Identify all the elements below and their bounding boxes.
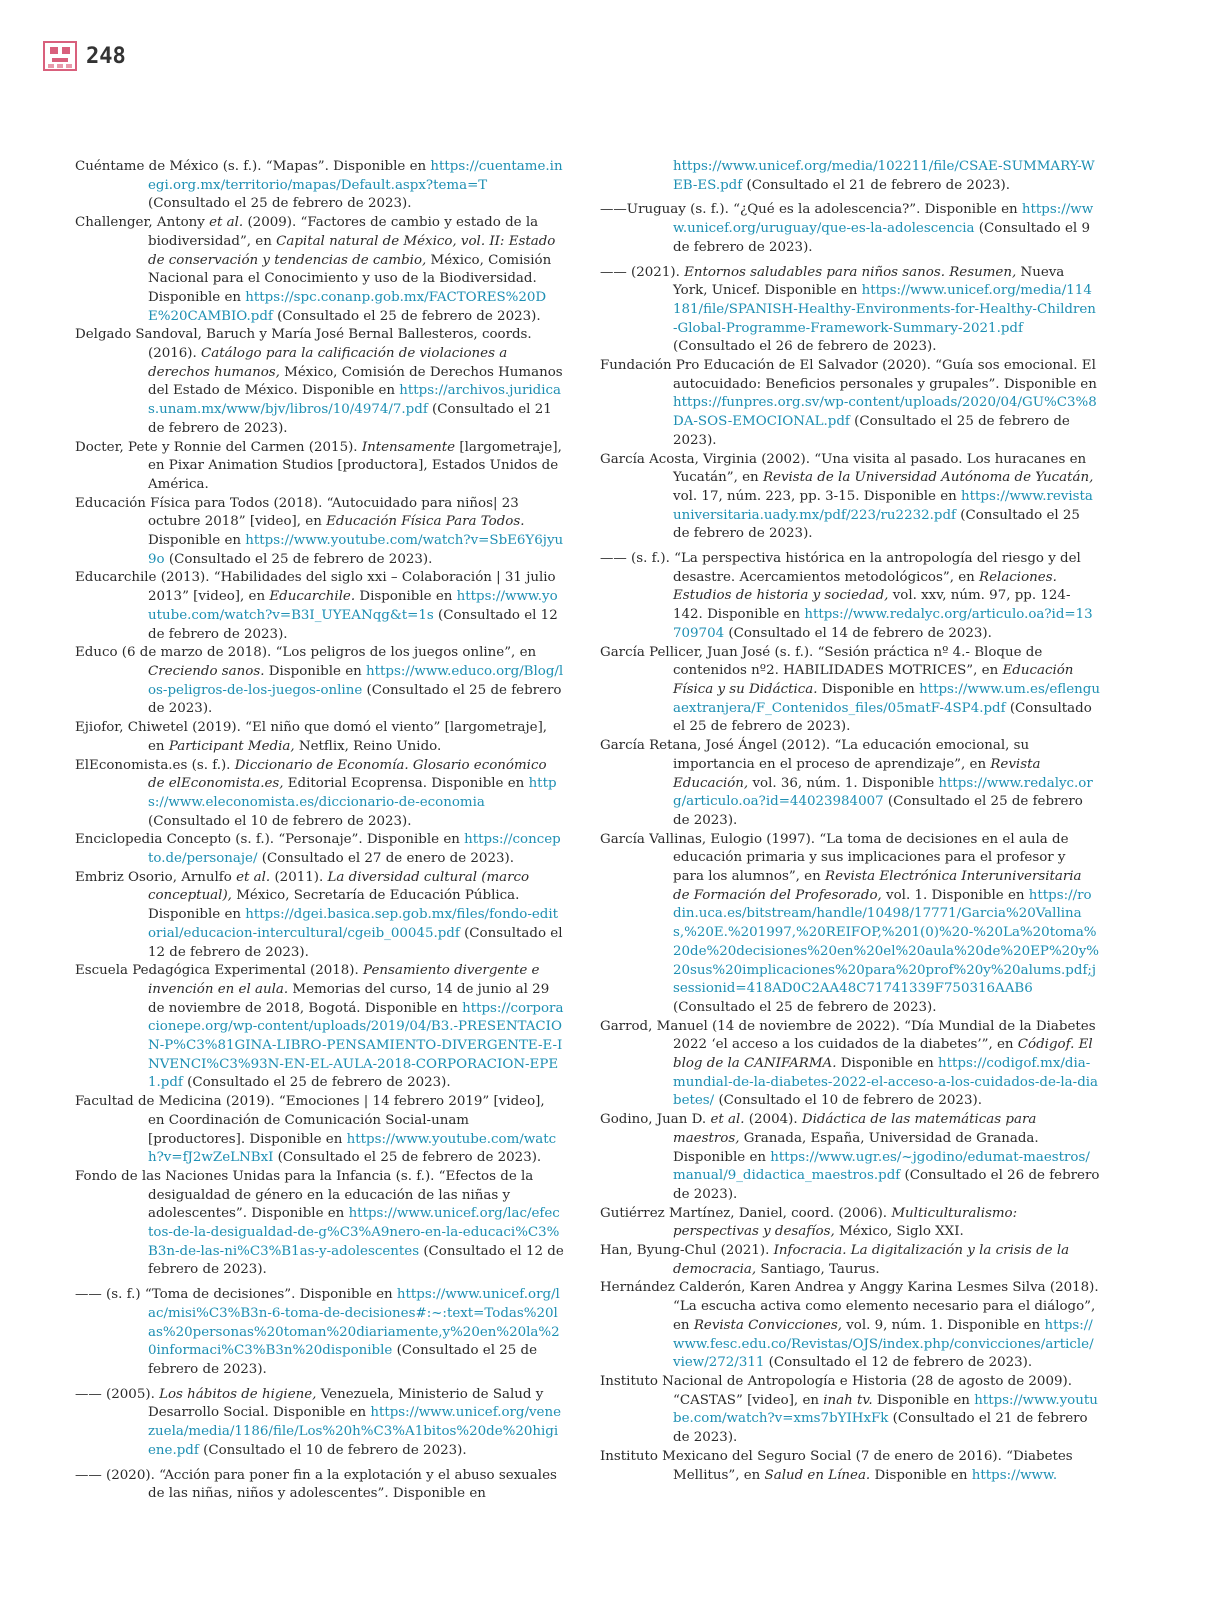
reference-text: Fondo de las Naciones Unidas para la Infancia (s. f.). “Efectos de la desigualdad de género en la educación de las niñas y adolescentes”. Disponible en — [75, 1168, 534, 1222]
reference-entry — [75, 1386, 565, 1461]
reference-entry — [600, 644, 1100, 738]
reference-text: (Consultado el 21 de febrero de 2023). — [742, 177, 1010, 193]
reference-title: La diversidad cultural (marco conceptual), — [148, 869, 530, 904]
reference-title: et al. — [710, 1112, 745, 1128]
reference-text: vol. 17, núm. 223, pp. 3-15. Disponible en — [673, 488, 962, 504]
reference-entry — [75, 644, 565, 719]
reference-text: Educación Física para Todos (2018). “Autocuidado para niños| 23 octubre 2018” [video], en — [75, 495, 519, 530]
reference-link[interactable]: https://concepto.de/personaje/ — [148, 832, 561, 867]
reference-text: (Consultado el 9 de febrero de 2023). — [673, 221, 1090, 255]
reference-text: (Consultado el 26 de febrero de 2023). — [673, 1168, 1100, 1202]
reference-text: (2011). — [270, 869, 328, 885]
reference-text: (Consultado el 21 de febrero de 2023). — [673, 1411, 1088, 1446]
reference-title: Salud en Línea. — [764, 1467, 871, 1483]
reference-entry — [600, 1111, 1100, 1205]
reference-text: García Pellicer, Juan José (s. f.). “Sesión práctica nº 4.- Bloque de contenidos nº2. HABILIDADES MOTRICES”, en — [600, 644, 1043, 679]
reference-entry — [600, 264, 1100, 358]
reference-link[interactable]: https://www. — [971, 1467, 1058, 1483]
reference-link[interactable]: https://spc.conanp.gob.mx/FACTORES%20DE%20CAMBIO.pdf — [148, 289, 547, 324]
reference-link[interactable]: https://www.unicef.org/lac/misi%C3%B3n-6-toma-de-decisiones#:~:text=Todas%20las%20personas%20toman%20diariamente,y%20en%20la%20informaci%C3%B3n%20disponible — [148, 1287, 560, 1359]
reference-link[interactable]: https://www.unicef.org/media/102211/file/CSAE-SUMMARY-WEB-ES.pdf — [673, 159, 1095, 193]
reference-link[interactable]: https://funpres.org.sv/wp-content/uploads/2020/04/GU%C3%8DA-SOS-EMOCIONAL.pdf — [673, 395, 1097, 430]
reference-link[interactable]: https://www.eleconomista.es/diccionario-de-economia — [148, 776, 557, 810]
reference-link[interactable]: https://www.unicef.org/venezuela/media/1186/file/Los%20h%C3%A1bitos%20de%20higiene.pdf — [148, 1405, 562, 1458]
reference-text: Cuéntame de México (s. f.). “Mapas”. Disponible en — [75, 159, 431, 174]
reference-text: Granada, España, Universidad de Granada. Disponible en — [673, 1130, 1039, 1165]
reference-text: México, Comisión de Derechos Humanos del Estado de México. Disponible en — [148, 364, 563, 399]
reference-text: Embriz Osorio, Arnulfo — [75, 869, 237, 885]
reference-text: Disponible en — [872, 1392, 975, 1408]
reference-text: Netflix, Reino Unido. — [294, 738, 442, 754]
reference-entry — [75, 1093, 565, 1168]
reference-text: García Vallinas, Eulogio (1997). “La toma de decisiones en el aula de educación primaria y sus implicaciones para el profesor y para los alumnos”, en — [600, 831, 1069, 885]
reference-text: Delgado Sandoval, Baruch y María José Bernal Ballesteros, coords. (2016). — [75, 327, 532, 362]
reference-entry — [600, 1373, 1100, 1448]
reference-entry — [75, 326, 565, 438]
reference-title: Entornos saludables para niños sanos. Resumen, — [684, 264, 1017, 280]
reference-text: Facultad de Medicina (2019). “Emociones | 14 febrero 2019” [video], en Coordinación de Comunicación Social-unam [productores]. Disponible en — [75, 1094, 545, 1147]
reference-text: —— (s. f.). “La perspectiva histórica en la antropología del riesgo y del desastre. Acercamientos metodológicos”, en — [600, 551, 1081, 585]
reference-link[interactable]: https://rodin.uca.es/bitstream/handle/10498/17771/Garcia%20Vallinas,%20E.%201997,%20REIFOP,%201(0)%20-%20La%20toma%20de%20decisiones%20en%20el%20aula%20de%20EP%20y%20sus%20implicaciones%20para%20prof%20y%20alums.pdf;jsessionid=418AD0C2AA48C71741339F750316AAB6 — [673, 887, 1099, 997]
reference-text: Docter, Pete y Ronnie del Carmen (2015). — [75, 439, 362, 455]
reference-text: (Consultado el 10 de febrero de 2023). — [148, 813, 412, 829]
reference-text: (Consultado el 10 de febrero de 2023). — [714, 1093, 982, 1109]
reference-entry — [75, 719, 565, 756]
reference-link[interactable]: https://cuentame.inegi.org.mx/territorio/mapas/Default.aspx?tema=T — [148, 159, 563, 193]
reference-title: et al. — [209, 215, 244, 231]
reference-text: México, Secretaría de Educación Pública. Disponible en — [148, 888, 520, 923]
reference-title: Códigof. El blog de la CANIFARMA. — [673, 1037, 1093, 1072]
reference-text: Nueva York, Unicef. Disponible en — [673, 264, 1065, 299]
reference-text: vol. xxv, núm. 97, pp. 124-142. Disponible en — [673, 588, 1071, 623]
reference-text: (Consultado el 14 de febrero de 2023). — [724, 625, 992, 641]
reference-title: Revista Educación, — [673, 756, 1041, 791]
reference-link[interactable]: https://www.youtube.com/watch?v=B3I_UYEANqg&t=1s — [148, 589, 558, 623]
reference-title: Capital natural de México, vol. II: Estado de conservación y tendencias de cambio, — [148, 233, 556, 268]
reference-title: Creciendo sanos. — [148, 663, 265, 679]
page-number: 248 — [86, 44, 126, 69]
reference-link[interactable]: https://www.unicef.org/lac/efectos-de-la-desigualdad-de-g%C3%A9nero-en-la-educaci%C3%B3n-de-las-ni%C3%B1as-y-adolescentes — [148, 1206, 560, 1259]
reference-title: Los hábitos de higiene, — [159, 1386, 317, 1402]
reference-entry — [75, 569, 565, 644]
reference-text: (Consultado el 25 de febrero de 2023). — [673, 794, 1083, 828]
reference-text: Educarchile (2013). “Habilidades del siglo xxi – Colaboración | 31 julio 2013” [video], en — [75, 570, 556, 605]
reference-text: (2009). “Factores de cambio y estado de la biodiversidad”, en — [148, 215, 539, 249]
reference-title: Educarchile. — [269, 589, 356, 605]
reference-title: Catálogo para la calificación de violaciones a derechos humanos, — [148, 346, 508, 380]
reference-text: (Consultado el 25 de febrero de 2023). — [673, 999, 937, 1015]
reference-text: —— (s. f.) “Toma de decisiones”. Disponible en — [75, 1287, 397, 1303]
reference-entry — [600, 1279, 1100, 1373]
bibliography-left-column — [75, 158, 565, 1504]
reference-text: Venezuela, Ministerio de Salud y Desarrollo Social. Disponible en — [148, 1386, 544, 1421]
reference-text: vol. 1. Disponible en — [881, 887, 1029, 903]
reference-title: Relaciones. Estudios de historia y sociedad, — [673, 569, 1057, 604]
reference-entry — [75, 1467, 565, 1504]
reference-text: Escuela Pedagógica Experimental (2018). — [75, 963, 364, 979]
reference-link[interactable]: https://www.fesc.edu.co/Revistas/OJS/index.php/convicciones/article/view/272/311 — [673, 1317, 1094, 1371]
reference-text: Educo (6 de marzo de 2018). “Los peligros de los juegos online”, en — [75, 645, 537, 661]
reference-text: Memorias del curso, 14 de junio al 29 de noviembre de 2018, Bogotá. Disponible en — [148, 981, 550, 1016]
reference-link[interactable]: https://www.um.es/eflenguaextranjera/F_Contenidos_files/05matF-4SP4.pdf — [673, 681, 1100, 716]
reference-text: Disponible en — [264, 663, 366, 679]
reference-text: [largometraje], en Pixar Animation Studios [productora], Estados Unidos de América. — [148, 439, 562, 492]
reference-text: (Consultado el 25 de febrero de 2023). — [673, 414, 1070, 448]
reference-title: Intensamente — [361, 439, 456, 455]
reference-title: Educación Física y su Didáctica. — [673, 663, 1074, 697]
reference-text: Disponible en — [836, 1056, 938, 1072]
reference-title: inah tv. — [823, 1392, 873, 1408]
reference-entry — [600, 451, 1100, 545]
reference-text: Gutiérrez Martínez, Daniel, coord. (2006). — [600, 1205, 892, 1221]
reference-text: Han, Byung-Chul (2021). — [600, 1243, 774, 1259]
reference-text: Enciclopedia Concepto (s. f.). “Personaje”. Disponible en — [75, 832, 465, 848]
reference-text: vol. 9, núm. 1. Disponible en — [841, 1317, 1045, 1333]
reference-text: (Consultado el 26 de febrero de 2023). — [673, 339, 937, 355]
reference-entry — [75, 831, 565, 868]
reference-link[interactable]: https://corporacionepe.org/wp-content/uploads/2019/04/B3.-PRESENTACION-P%C3%81GINA-LIBRO-PENSAMIENTO-DIVERGENTE-E-INVENCI%C3%93N-EN-EL-AULA-2018-CORPORACION-EPE1.pdf — [148, 1000, 564, 1091]
reference-text: Godino, Juan D. — [600, 1112, 711, 1128]
reference-entry — [75, 962, 565, 1093]
reference-entry — [600, 550, 1100, 644]
reference-text: Disponible en — [355, 589, 457, 605]
bibliography-right-column — [600, 158, 1100, 1485]
reference-entry — [75, 757, 565, 832]
reference-title: Didáctica de las matemáticas para maestros, — [673, 1112, 1037, 1146]
reference-text: Editorial Ecoprensa. Disponible en — [283, 776, 529, 792]
reference-text: —— (2021). — [600, 264, 685, 280]
reference-entry — [600, 1018, 1100, 1112]
reference-text: (Consultado el 25 de febrero de 2023). — [148, 1343, 538, 1377]
reference-entry — [75, 495, 565, 570]
reference-text: Garrod, Manuel (14 de noviembre de 2022). “Día Mundial de la Diabetes 2022 ‘el acceso a los cuidados de la diabetes’”, en — [600, 1018, 1096, 1053]
reference-text: García Acosta, Virginia (2002). “Una visita al pasado. Los huracanes en Yucatán”, en — [600, 451, 1087, 486]
reference-text: (Consultado el 12 de febrero de 2023). — [148, 607, 558, 642]
reference-entry — [75, 869, 565, 963]
reference-text: Disponible en — [817, 681, 920, 697]
reference-text: —— (2005). — [75, 1386, 160, 1402]
reference-text: García Retana, José Ángel (2012). “La educación emocional, su importancia en el proceso de aprendizaje”, en — [600, 738, 1030, 772]
reference-link[interactable]: https://www.redalyc.org/articulo.oa?id=13709704 — [673, 607, 1093, 641]
reference-text: Challenger, Antony — [75, 215, 210, 231]
reference-text: (Consultado el 25 de febrero de 2023). — [273, 1150, 542, 1166]
reference-link[interactable]: https://codigof.mx/dia-mundial-de-la-diabetes-2022-el-acceso-a-los-cuidados-de-la-diabetes/ — [673, 1056, 1099, 1109]
reference-text: (Consultado el 10 de febrero de 2023). — [198, 1442, 467, 1458]
reference-entry — [600, 158, 1100, 195]
reference-title: Participant Media, — [168, 738, 295, 754]
reference-title: et al. — [236, 869, 271, 885]
reference-entry — [75, 158, 565, 214]
reference-text: (Consultado el 12 de febrero de 2023). — [148, 1243, 564, 1278]
reference-text: México, Siglo XXI. — [834, 1224, 964, 1240]
reference-link[interactable]: https://www.youtube.com/watch?v=SbE6Y6jyu9o — [148, 533, 564, 567]
reference-text: México, Comisión Nacional para el Conocimiento y uso de la Biodiversidad. Disponible en — [148, 252, 552, 305]
reference-text: (Consultado el 25 de febrero de 2023). — [148, 682, 562, 717]
reference-link[interactable]: https://www.youtube.com/watch?v=xms7bYIHxFk — [673, 1392, 1098, 1427]
reference-text: (Consultado el 25 de febrero de 2023). — [148, 196, 412, 212]
reference-entry — [600, 737, 1100, 831]
reference-entry — [75, 1168, 565, 1280]
reference-link[interactable]: https://www.educo.org/Blog/los-peligros-de-los-juegos-online — [148, 663, 564, 698]
reference-link[interactable]: https://www.unicef.org/uruguay/que-es-la-adolescencia — [673, 202, 1094, 237]
reference-text: (Consultado el 21 de febrero de 2023). — [148, 402, 552, 436]
reference-text: vol. 36, núm. 1. Disponible — [748, 775, 939, 791]
reference-link[interactable]: https://www.ugr.es/~jgodino/edumat-maestros/manual/9_didactica_maestros.pdf — [673, 1149, 1090, 1184]
reference-entry — [75, 214, 565, 326]
reference-link[interactable]: https://www.redalyc.org/articulo.oa?id=44023984007 — [673, 775, 1093, 810]
reference-title: Pensamiento divergente e invención en el aula. — [148, 963, 540, 997]
reference-title: Multiculturalismo: perspectivas y desafíos, — [673, 1205, 1018, 1240]
reference-link[interactable]: https://www.revistauniversitaria.uady.mx/pdf/223/ru2232.pdf — [673, 488, 1093, 523]
reference-text: (2004). — [744, 1112, 802, 1128]
reference-link[interactable]: https://www.unicef.org/media/114181/file/SPANISH-Healthy-Environments-for-Healthy-Children-Global-Programme-Framework-Summary-2021.pdf — [673, 283, 1096, 336]
reference-text: (Consultado el 25 de febrero de 2023). — [673, 507, 1080, 542]
reference-text: (Consultado el 12 de febrero de 2023). — [148, 925, 563, 960]
reference-text: Ejiofor, Chiwetel (2019). “El niño que domó el viento” [largometraje], en — [75, 720, 548, 754]
reference-text: (Consultado el 25 de febrero de 2023). — [272, 308, 541, 324]
reference-title: Revista Convicciones, — [693, 1317, 842, 1333]
reference-title: Revista de la Universidad Autónoma de Yucatán, — [762, 470, 1094, 486]
reference-entry — [600, 1448, 1100, 1485]
reference-text: —— (2020). “Acción para poner fin a la explotación y el abuso sexuales de las niñas, niños y adolescentes”. Disponible en — [75, 1467, 557, 1502]
reference-text: Disponible en — [148, 533, 246, 549]
reference-text: ——Uruguay (s. f.). “¿Qué es la adolescencia?”. Disponible en — [600, 202, 1022, 218]
reference-text: (Consultado el 27 de enero de 2023). — [257, 851, 514, 867]
reference-text: Fundación Pro Educación de El Salvador (2020). “Guía sos emocional. El autocuidado: Beneficios personales y grupales”. Disponible en — [600, 358, 1097, 392]
reference-text: Disponible en — [870, 1467, 972, 1483]
reference-text: Instituto Nacional de Antropología e Historia (28 de agosto de 2009). “CASTAS” [video], en — [600, 1374, 1072, 1408]
reference-text: (Consultado el 25 de febrero de 2023). — [182, 1075, 451, 1091]
reference-text: ElEconomista.es (s. f.). — [75, 757, 235, 773]
reference-link[interactable]: https://www.youtube.com/watch?v=fJ2wZeLNBxI — [148, 1131, 557, 1166]
reference-entry — [75, 1286, 565, 1380]
reference-text: Instituto Mexicano del Seguro Social (7 de enero de 2016). “Diabetes Mellitus”, en — [600, 1448, 1073, 1483]
reference-entry — [600, 831, 1100, 1018]
reference-title: Educación Física Para Todos. — [326, 514, 525, 530]
reference-link[interactable]: https://archivos.juridicas.unam.mx/www/bjv/libros/10/4974/7.pdf — [148, 383, 561, 418]
reference-link[interactable]: https://dgei.basica.sep.gob.mx/files/fondo-editorial/educacion-intercultural/cgeib_00045.pdf — [148, 907, 559, 941]
reference-text: (Consultado el 12 de febrero de 2023). — [764, 1355, 1033, 1371]
reference-title: Revista Electrónica Interuniversitaria de Formación del Profesorado, — [673, 869, 1082, 903]
reference-entry — [600, 1242, 1100, 1279]
reference-entry — [600, 1205, 1100, 1242]
reference-entry — [600, 201, 1100, 257]
reference-entry — [75, 439, 565, 495]
aztec-glyph-icon — [42, 40, 78, 72]
reference-text: (Consultado el 25 de febrero de 2023). — [673, 700, 1092, 735]
reference-text: Hernández Calderón, Karen Andrea y Anggy Karina Lesmes Silva (2018). “La escucha activa como elemento necesario para el diálogo”, en — [600, 1280, 1099, 1333]
reference-title: Infocracia. La digitalización y la crisis de la democracia, — [673, 1243, 1070, 1277]
reference-text: (Consultado el 25 de febrero de 2023). — [164, 551, 433, 567]
reference-title: Diccionario de Economía. Glosario económico de elEconomista.es, — [148, 757, 547, 792]
reference-entry — [600, 357, 1100, 451]
reference-text: Santiago, Taurus. — [756, 1261, 880, 1277]
